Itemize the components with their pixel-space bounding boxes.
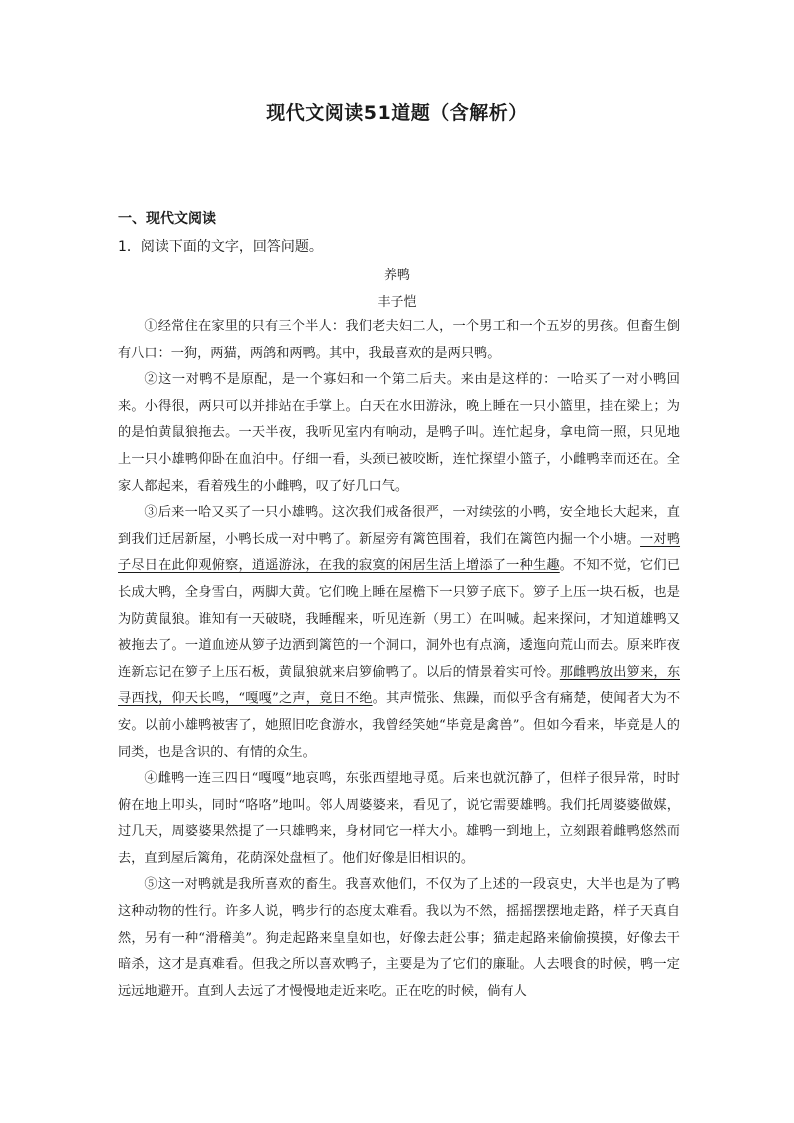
paragraph-text: ④雌鸭一连三四日“嘎嘎”地哀鸣，东张西望地寻觅。后来也就沉静了，但样子很异常，时时俯在地上叩头，同时“咯咯”地叫。邻人周婆婆来，看见了，说它需要雄鸭。我们托周婆婆做媒，过几天，周婆婆果然提了一只雄鸭来，身材同它一样大小。雄鸭一到地上，立刻跟着雌鸭悠然而去，直到屋后篱角，花荫深处盘桓了。他们好像是旧相识的。: [118, 771, 680, 866]
document-title: 现代文阅读51道题（含解析）: [266, 102, 528, 124]
paragraph-text: ⑤这一对鸭就是我所喜欢的畜生。我喜欢他们，不仅为了上述的一段哀史，大半也是为了鸭这种动物的性行。许多人说，鸭步行的态度太难看。我以为不然，摇摇摆摆地走路，样子天真自然，另有一种“滑稽美”。狗走起路来皇皇如也，好像去赶公事；猫走起路来偷偷摸摸，好像去干暗杀，这才是真难看。但我之所以喜欢鸭子，主要是为了它们的廉耻。人去喂食的时候，鸭一定远远地避开。直到人去远了才慢慢地走近来吃。正在吃的时候，倘有人: [118, 877, 680, 999]
section-heading: 一、现代文阅读: [118, 211, 216, 227]
article-paragraph: [118, 500, 680, 766]
article-paragraph: [118, 367, 680, 500]
article-paragraph: [118, 872, 680, 1005]
question-prompt: 1．阅读下面的文字，回答问题。: [118, 239, 323, 255]
article-paragraph: [118, 766, 680, 872]
article-author: 丰子恺: [377, 295, 417, 310]
paragraph-text: ③后来一哈又买了一只小雄鸭。这次我们戒备很严，一对续弦的小鸭，安全地长大起来，直到我们迁居新屋，小鸭长成一对中鸭了。新屋旁有篱笆围着，我们在篱笆内掘一个小塘。: [118, 505, 680, 547]
article-body: [118, 314, 680, 1005]
underlined-sentence: 那雌鸭放出箩来，东寻西找，仰天长鸣，“嘎嘎”之声，竟日不绝: [118, 664, 681, 707]
article-title: 养鸭: [383, 268, 410, 283]
article-paragraph: [118, 314, 680, 367]
paragraph-text: ①经常住在家里的只有三个半人：我们老夫妇二人，一个男工和一个五岁的男孩。但畜生倒有八口：一狗，两猫，两鸽和两鸭。其中，我最喜欢的是两只鸭。: [118, 319, 680, 361]
paragraph-text: 。不知不觉，它们已长成大鸭，全身雪白，两脚大黄。它们晚上睡在屋檐下一只箩子底下。箩子上压一块石板，也是为防黄鼠狼。谁知有一天破晓，我睡醒来，听见连新（男工）在叫喊。起来探问，才知道雄鸭又被拖去了。一道血迹从箩子边洒到篱笆的一个洞口，洞外也有点滴，逶迤向荒山而去。原来昨夜连新忘记在箩子上压石板，黄鼠狼就来启箩偷鸭了。以后的情景着实可怜。: [118, 558, 681, 680]
paragraph-text: ②这一对鸭不是原配，是一个寡妇和一个第二后夫。来由是这样的：一哈买了一对小鸭回来。小得很，两只可以并排站在手掌上。白天在水田游泳，晚上睡在一只小篮里，挂在梁上；为的是怕黄鼠狼拖去。一天半夜，我听见室内有响动，是鸭子叫。连忙起身，拿电筒一照，只见地上一只小雄鸭仰卧在血泊中。仔细一看，头颈已被咬断，连忙探望小篮子，小雌鸭幸而还在。全家人都起来，看着残生的小雌鸭，叹了好几口气。: [118, 372, 680, 494]
underlined-sentence: 一对鸭子尽日在此仰观俯察，逍遥游泳，在我的寂寞的闲居生活上增添了一种生趣: [118, 531, 681, 574]
paragraph-text: 。其声慌张、焦躁，而似乎含有痛楚，使闻者大为不安。以前小雄鸭被害了，她照旧吃食游水，我曾经笑她“毕竟是禽兽”。但如今看来，毕竟是人的同类，也是含识的、有情的众生。: [118, 691, 681, 760]
